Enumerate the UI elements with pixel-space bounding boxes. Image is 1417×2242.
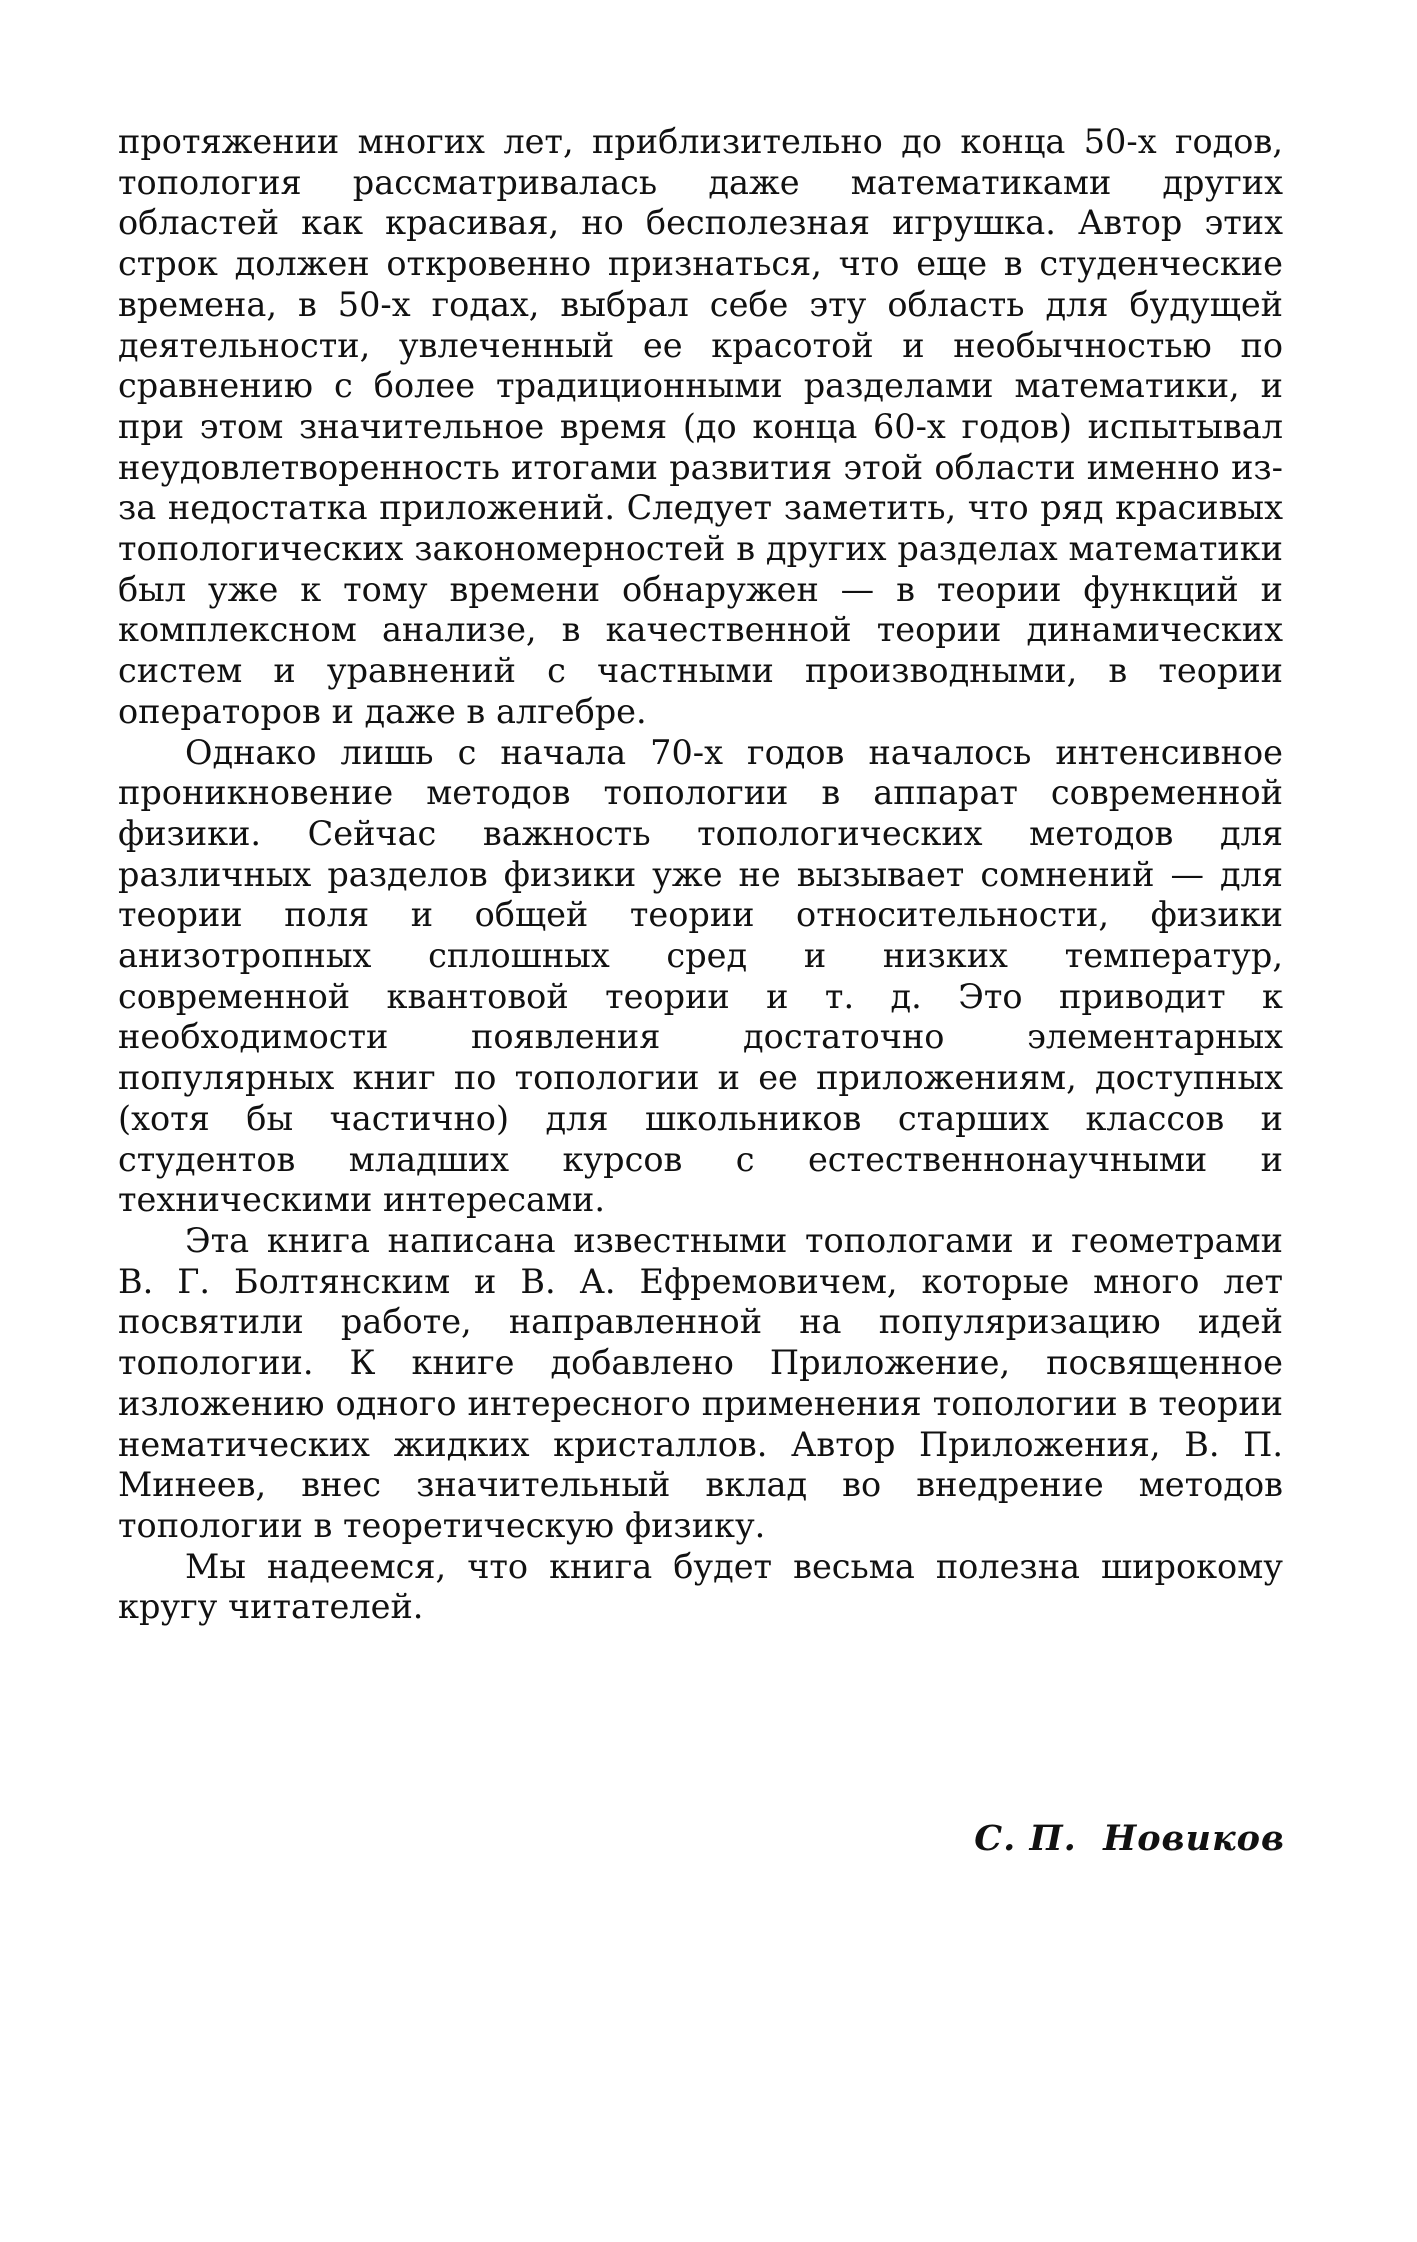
paragraph-topology-in-physics: Однако лишь с начала 70-х годов началось интенсивное проникновение методов топологии в аппарат современной физики. Сейчас важность топологических методов для различных разделов физики уже не вызывает сомнений — для теории поля и общей теории относительности, физики анизотропных сплошных сред и низких температур, современной квантовой теории и т. д. Это приводит к необходимости появления достаточно элементарных популярных книг по топологии и ее приложениям, доступных (хотя бы частично) для школьников старших классов и студентов младших курсов с естественнонаучными и техническими интересами. bbox=[118, 732, 1283, 1220]
paragraph-about-book: Эта книга написана известными топологами и геометрами В. Г. Болтянским и В. А. Ефремовичем, которые много лет посвятили работе, направленной на популяризацию идей топологии. К книге добавлено Приложение, посвященное изложению одного интересного применения топологии в теории нематических жидких кристаллов. Автор Приложения, В. П. Минеев, внес значительный вклад во внедрение методов топологии в теоретическую физику. bbox=[118, 1220, 1283, 1545]
paragraph-continuation: протяжении многих лет, приблизительно до конца 50-х годов, топология рассматривалась даже математиками других областей как красивая, но бесполезная игрушка. Автор этих строк должен откровенно признаться, что еще в студенческие времена, в 50-х годах, выбрал себе эту область для будущей деятельности, увлеченный ее красотой и необычностью по сравнению с более традиционными разделами математики, и при этом значительное время (до конца 60-х годов) испытывал неудовлетворенность итогами развития этой области именно из-за недостатка приложений. Следует заметить, что ряд красивых топологических закономерностей в других разделах математики был уже к тому времени обнаружен — в теории функций и комплексном анализе, в качественной теории динамических систем и уравнений с частными производными, в теории операторов и даже в алгебре. bbox=[118, 122, 1283, 731]
body-text bbox=[118, 122, 1283, 1628]
paragraph-closing: Мы надеемся, что книга будет весьма полезна широкому кругу читателей. bbox=[118, 1546, 1283, 1627]
author-signature: С. П. Новиков bbox=[974, 1818, 1285, 1859]
